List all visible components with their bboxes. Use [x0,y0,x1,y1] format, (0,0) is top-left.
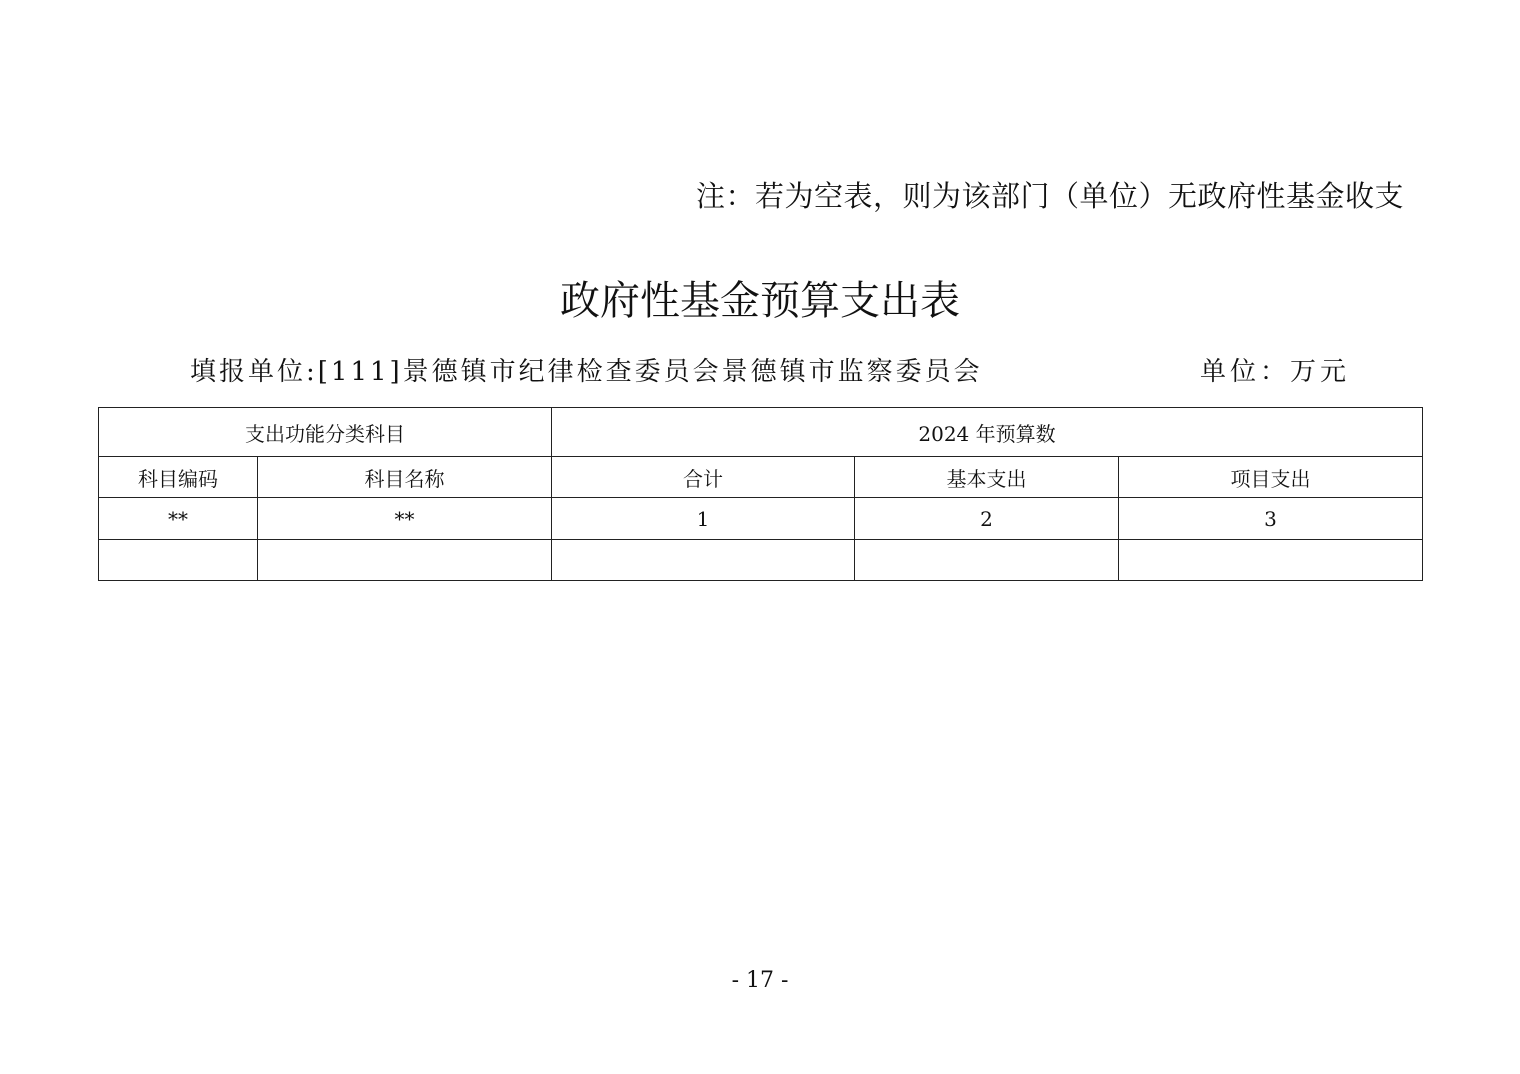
index-cell: 3 [1119,498,1423,540]
index-row [99,498,1423,540]
table-row [99,540,1423,581]
column-header-basic-expenditure: 基本支出 [855,457,1119,498]
column-header-project-expenditure: 项目支出 [1119,457,1423,498]
table-cell [552,540,855,581]
table-cell [258,540,552,581]
table-cell [855,540,1119,581]
column-header-subject-name: 科目名称 [258,457,552,498]
table-cell [99,540,258,581]
column-header-total: 合计 [552,457,855,498]
currency-unit: 单位：万元 [1200,357,1351,387]
group-header-row [99,408,1423,457]
reporting-unit: 填报单位:[111]景德镇市纪律检查委员会景德镇市监察委员会 [190,357,983,387]
index-cell: ** [99,498,258,540]
budget-expenditure-table [98,407,1423,581]
page-title: 政府性基金预算支出表 [560,278,960,324]
group-header-budget-2024: 2024 年预算数 [552,408,1423,457]
table-cell [1119,540,1423,581]
empty-table-note: 注：若为空表，则为该部门（单位）无政府性基金收支 [696,179,1405,213]
page-number: - 17 - [731,968,789,993]
column-header-row [99,457,1423,498]
index-cell: ** [258,498,552,540]
index-cell: 2 [855,498,1119,540]
column-header-subject-code: 科目编码 [99,457,258,498]
index-cell: 1 [552,498,855,540]
group-header-functional-classification: 支出功能分类科目 [99,408,552,457]
